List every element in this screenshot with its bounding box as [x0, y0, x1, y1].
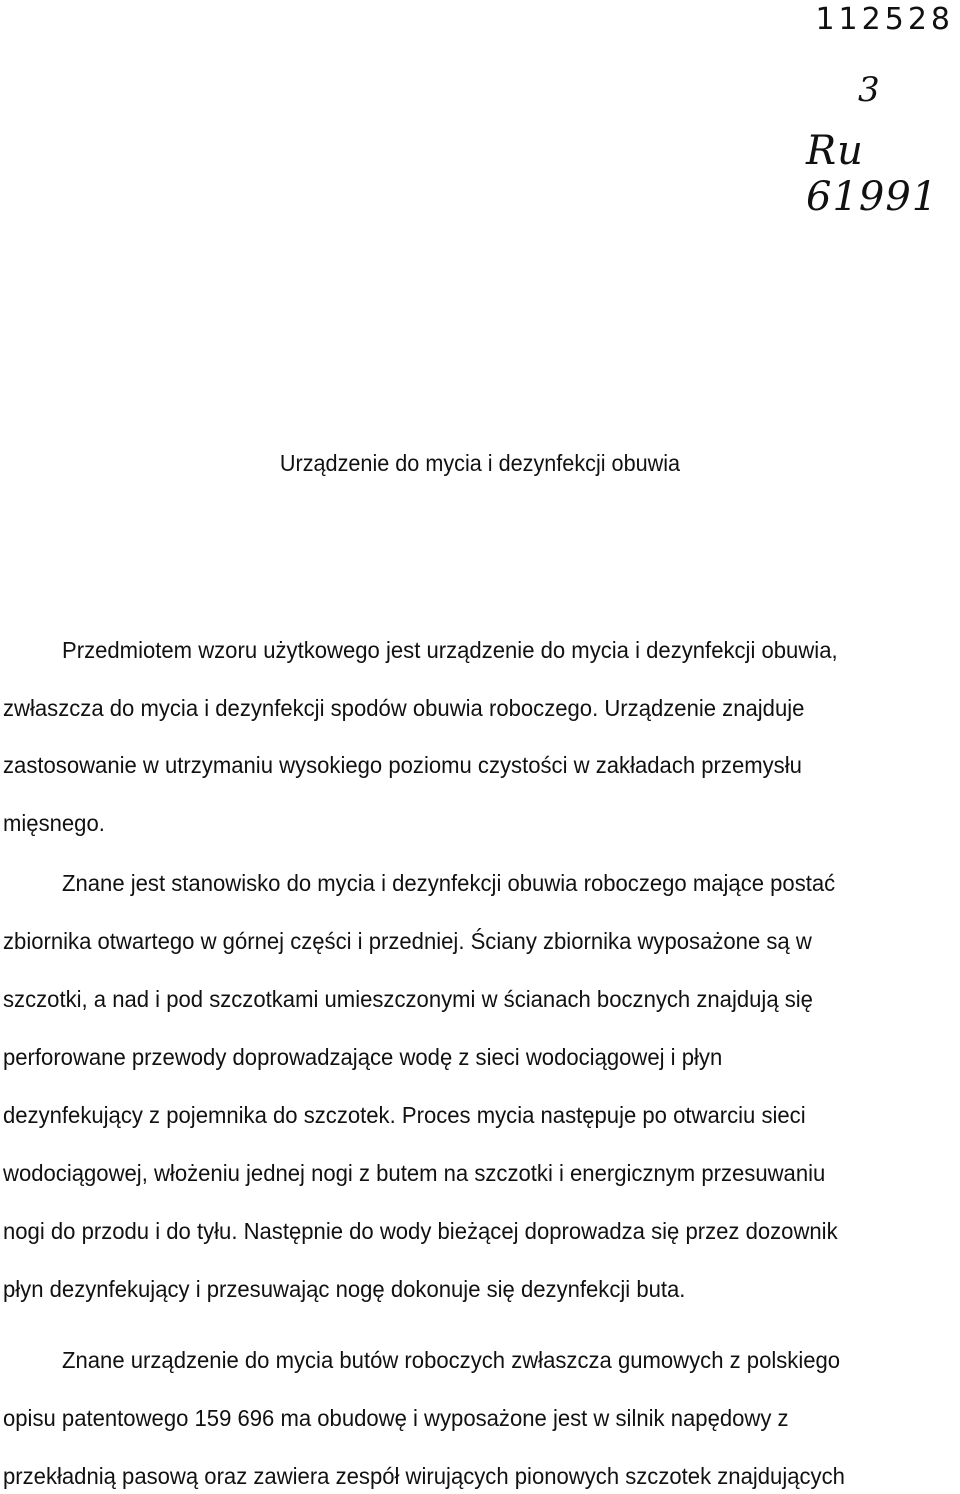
paragraph-1-line-4: mięsnego. — [3, 810, 105, 836]
paragraph-3-line-1: Znane urządzenie do mycia butów roboczych zwłaszcza gumowych z polskiego — [62, 1347, 841, 1373]
paragraph-2-line-3: szczotki, a nad i pod szczotkami umieszczonymi w ścianach bocznych znajdują się — [3, 986, 813, 1012]
paragraph-2-line-1: Znane jest stanowisko do mycia i dezynfekcji obuwia roboczego mające postać — [62, 870, 836, 896]
handwritten-reference: Ru 61991 — [806, 128, 939, 220]
paragraph-2-line-4: perforowane przewody doprowadzające wodę z sieci wodociągowej i płyn — [3, 1044, 723, 1070]
document-number: 112528 — [815, 2, 954, 37]
paragraph-3-line-2: opisu patentowego 159 696 ma obudowę i wyposażone jest w silnik napędowy z — [3, 1405, 789, 1431]
handwritten-mark: 3 — [858, 70, 880, 110]
paragraph-1-line-3: zastosowanie w utrzymaniu wysokiego poziomu czystości w zakładach przemysłu — [3, 752, 802, 778]
paragraph-2-line-7: nogi do przodu i do tyłu. Następnie do wody bieżącej doprowadza się przez dozownik — [3, 1218, 838, 1244]
document-title: Urządzenie do mycia i dezynfekcji obuwia — [279, 450, 681, 476]
paragraph-1-line-1: Przedmiotem wzoru użytkowego jest urządzenie do mycia i dezynfekcji obuwia, — [62, 637, 838, 663]
paragraph-2-line-2: zbiornika otwartego w górnej części i przedniej. Ściany zbiornika wyposażone są w — [3, 928, 812, 954]
paragraph-3-line-3: przekładnią pasową oraz zawiera zespół wirujących pionowych szczotek znajdujących — [3, 1463, 845, 1489]
paragraph-2-line-6: wodociągowej, włożeniu jednej nogi z butem na szczotki i energicznym przesuwaniu — [3, 1160, 826, 1186]
paragraph-1-line-2: zwłaszcza do mycia i dezynfekcji spodów obuwia roboczego. Urządzenie znajduje — [3, 695, 805, 721]
paragraph-2-line-8: płyn dezynfekujący i przesuwając nogę dokonuje się dezynfekcji buta. — [3, 1276, 686, 1302]
paragraph-2-line-5: dezynfekujący z pojemnika do szczotek. Proces mycia następuje po otwarciu sieci — [3, 1102, 806, 1128]
